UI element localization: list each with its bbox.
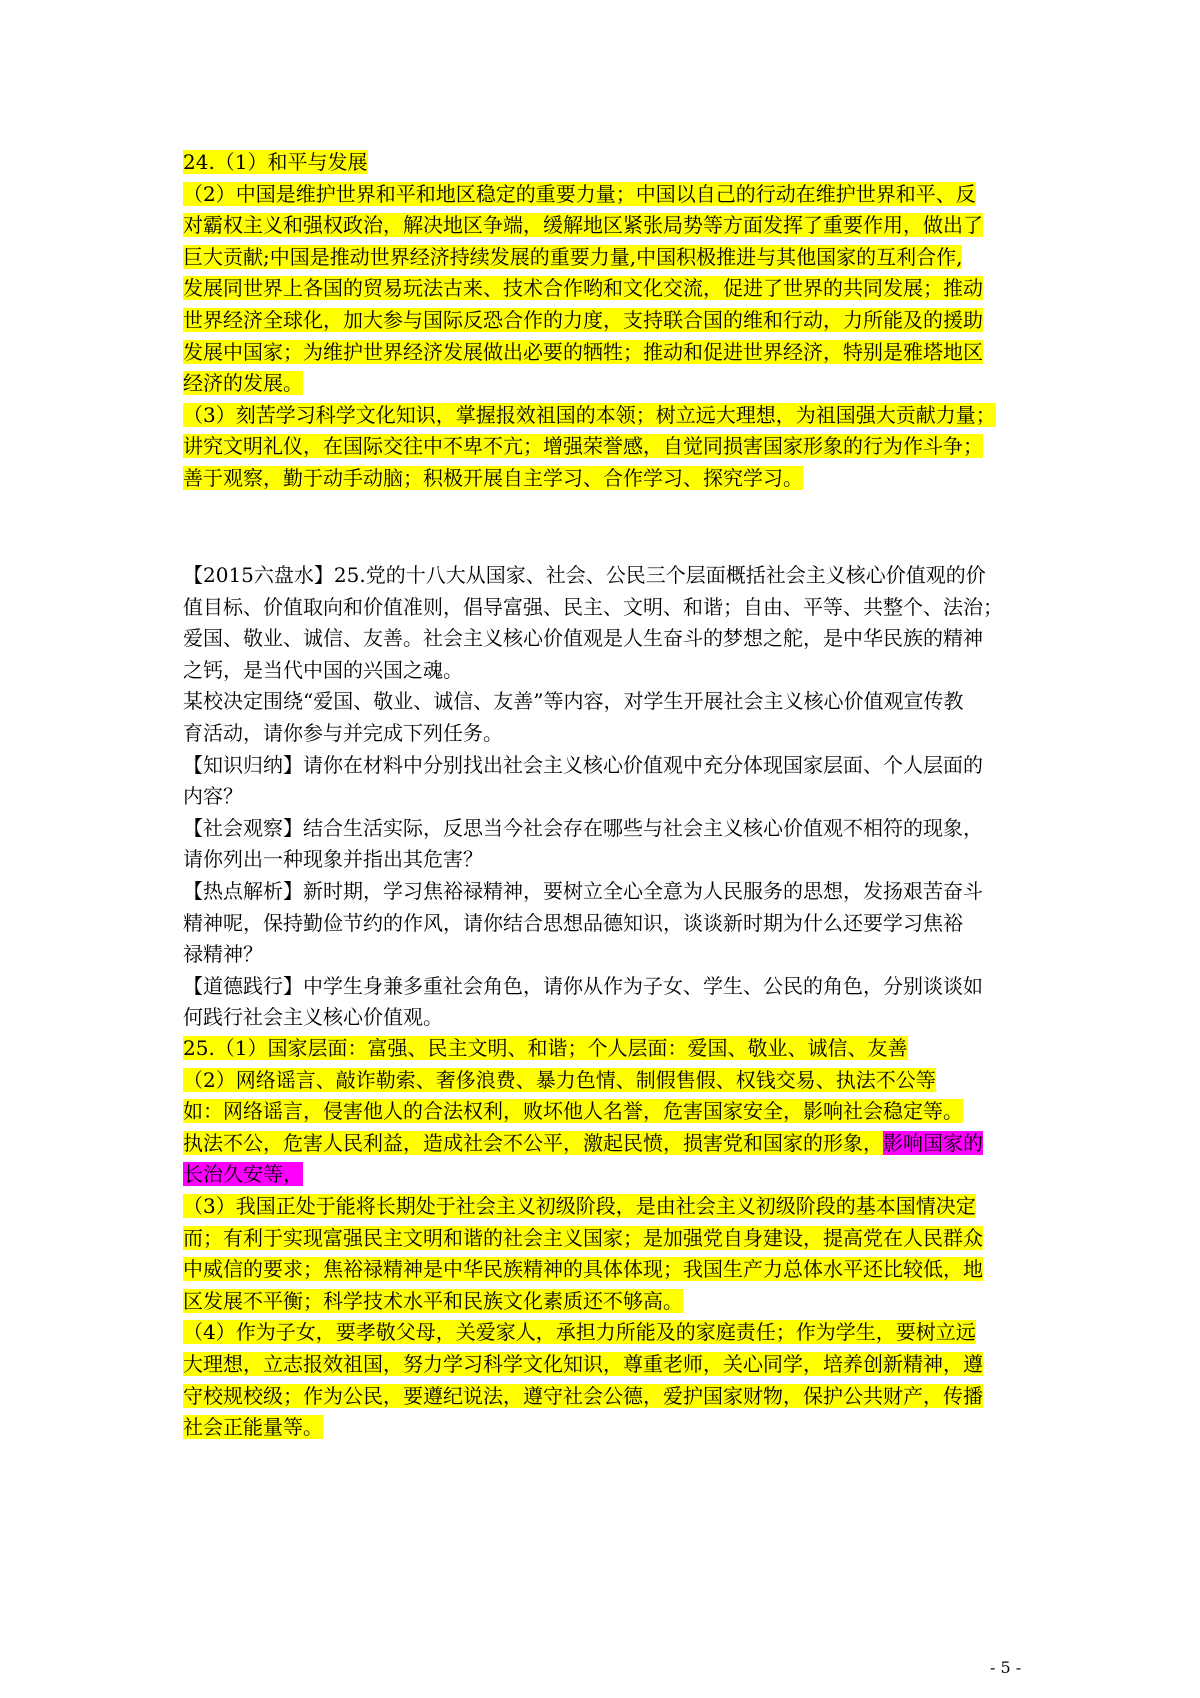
answer-24-line: 发展中国家；为维护世界经济发展做出必要的牺牲；推动和促进世界经济，特别是雅塔地区 <box>183 339 983 364</box>
page-number: - 5 - <box>990 1658 1022 1677</box>
answer-25-line: 25.（1）国家层面：富强、民主文明、和谐；个人层面：爱国、敬业、诚信、友善 <box>183 1036 908 1060</box>
question-25-line: 【知识归纳】请你在材料中分别找出社会主义核心价值观中充分体现国家层面、个人层面的 <box>183 752 983 777</box>
question-25-line: 请你列出一种现象并指出其危害？ <box>183 847 483 872</box>
answer-25-line <box>183 1159 1023 1191</box>
answer-25-line: 而；有利于实现富强民主文明和谐的社会主义国家；是加强党自身建设，提高党在人民群众 <box>183 1225 983 1250</box>
answer-25-line: 守校规校级；作为公民，要遵纪说法，遵守社会公德，爱护国家财物，保护公共财产，传播 <box>183 1383 983 1408</box>
question-25-line: 之钙，是当代中国的兴国之魂。 <box>183 657 463 682</box>
question-25-line: 值目标、价值取向和价值准则，倡导富强、民主、文明、和谐；自由、平等、共整个、法治； <box>183 594 1003 619</box>
question-25-line: 【道德践行】中学生身兼多重社会角色，请你从作为子女、学生、公民的角色，分别谈谈如 <box>183 973 983 998</box>
question-25-line: 育活动，请你参与并完成下列任务。 <box>183 720 503 745</box>
answer-25-line: 社会正能量等。 <box>183 1415 323 1440</box>
question-25-line: 【热点解析】新时期，学习焦裕禄精神，要树立全心全意为人民服务的思想，发扬艰苦奋斗 <box>183 878 983 903</box>
answer-24-line: 讲究文明礼仪，在国际交往中不卑不亢；增强荣誉感，自觉同损害国家形象的行为作斗争； <box>183 434 983 459</box>
answer-24-line: 发展同世界上各国的贸易玩法古来、技术合作哟和文化交流，促进了世界的共同发展；推动 <box>183 276 983 301</box>
answer-24-line: （2）中国是维护世界和平和地区稳定的重要力量；中国以自己的行动在维护世界和平、反 <box>183 181 976 206</box>
answer-24-line: 世界经济全球化，加大参与国际反恐合作的力度，支持联合国的维和行动，力所能及的援助 <box>183 307 983 332</box>
question-25-line: 某校决定围绕“爱国、敬业、诚信、友善”等内容，对学生开展社会主义核心价值观宣传教 <box>183 689 964 714</box>
question-25-line: 何践行社会主义核心价值观。 <box>183 1005 443 1030</box>
answer-24-line: 经济的发展。 <box>183 371 303 396</box>
answer-24 <box>183 147 1023 495</box>
question-25-line: 精神呢，保持勤俭节约的作风，请你结合思想品德知识，谈谈新时期为什么还要学习焦裕 <box>183 910 963 935</box>
magenta-highlight: 长治久安等， <box>183 1162 303 1187</box>
answer-25-line: 大理想，立志报效祖国，努力学习科学文化知识，尊重老师，关心同学，培养创新精神，遵 <box>183 1351 983 1376</box>
answer-24-line: 善于观察，勤于动手动脑；积极开展自主学习、合作学习、探究学习。 <box>183 465 803 490</box>
question-25 <box>183 560 1023 1034</box>
answer-25-line: （4）作为子女，要孝敬父母，关爱家人，承担力所能及的家庭责任；作为学生，要树立远 <box>183 1320 976 1345</box>
answer-25-line: 区发展不平衡；科学技术水平和民族文化素质还不够高。 <box>183 1288 683 1313</box>
answer-25-line: 如：网络谣言，侵害他人的合法权利，败坏他人名誉，危害国家安全，影响社会稳定等。 <box>183 1099 963 1124</box>
answer-24-line: 对霸权主义和强权政治，解决地区争端，缓解地区紧张局势等方面发挥了重要作用，做出了 <box>183 213 983 238</box>
question-25-line: 内容？ <box>183 784 243 809</box>
answer-25-line: 中威信的要求；焦裕禄精神是中华民族精神的具体体现；我国生产力总体水平还比较低，地 <box>183 1257 983 1282</box>
magenta-highlight: 影响国家的 <box>883 1130 983 1155</box>
question-25-line: 禄精神？ <box>183 942 263 967</box>
question-25-line: 【2015六盘水】25.党的十八大从国家、社会、公民三个层面概括社会主义核心价值观的价 <box>183 563 986 587</box>
answer-25-line: （3）我国正处于能将长期处于社会主义初级阶段，是由社会主义初级阶段的基本国情决定 <box>183 1193 976 1218</box>
question-25-line: 【社会观察】结合生活实际，反思当今社会存在哪些与社会主义核心价值观不相符的现象， <box>183 815 983 840</box>
question-25-line: 爱国、敬业、诚信、友善。社会主义核心价值观是人生奋斗的梦想之舵，是中华民族的精神 <box>183 626 983 651</box>
answer-25 <box>183 1033 1023 1444</box>
answer-25-line: 执法不公，危害人民利益，造成社会不公平，激起民愤，损害党和国家的形象，影响国家的 <box>183 1130 983 1155</box>
answer-24-line: （3）刻苦学习科学文化知识，掌握报效祖国的本领；树立远大理想，为祖国强大贡献力量； <box>183 402 996 427</box>
answer-25-line: （2）网络谣言、敲诈勒索、奢侈浪费、暴力色情、制假售假、权钱交易、执法不公等 <box>183 1067 936 1092</box>
answer-24-line: 24.（1）和平与发展 <box>183 150 368 174</box>
answer-24-line: 巨大贡献;中国是推动世界经济持续发展的重要力量,中国积极推进与其他国家的互利合作, <box>183 244 963 269</box>
